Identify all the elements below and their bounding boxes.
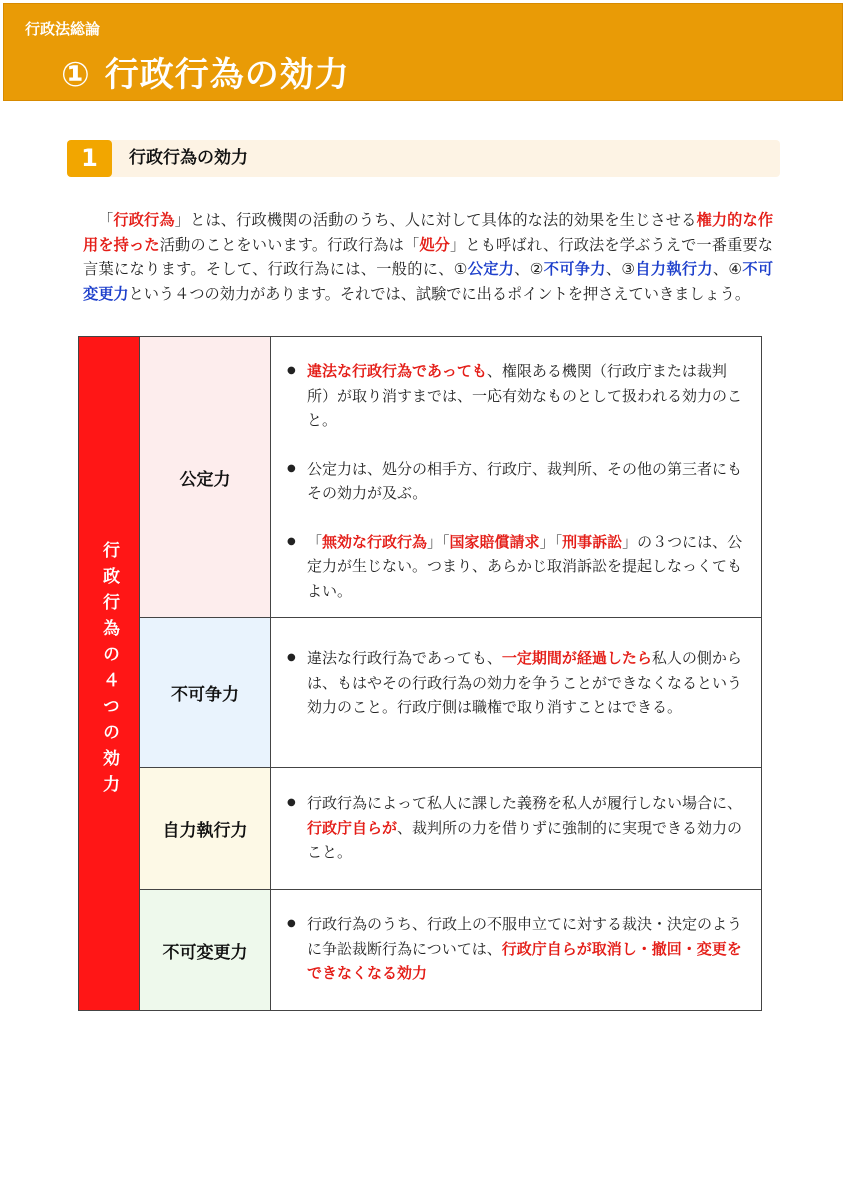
page-header xyxy=(0,0,846,104)
highlight-text: 国家賠償請求 xyxy=(449,532,540,551)
section-number-badge: 1 xyxy=(67,140,112,177)
effect-description xyxy=(271,890,761,1010)
effects-table xyxy=(78,336,762,1011)
chapter-title: 行政行為の効力 xyxy=(104,55,350,95)
effect-term: 不可変更力 xyxy=(140,890,271,1010)
text-run: 「 xyxy=(98,211,114,230)
text-run: 」とも呼ばれ、行政法を学ぶうえで一番重要な言葉になります。そして、行政行為には、一般的に、① xyxy=(83,235,773,279)
table-row xyxy=(140,337,761,618)
page-title xyxy=(61,47,350,96)
text-run: 、権限ある機関（行政庁または裁判所）が取り消すまでは、一応有効なものとして扱われる効力のこと。 xyxy=(307,362,743,429)
highlight-text: 自力執行力 xyxy=(635,260,713,279)
text-run: 、② xyxy=(514,260,544,279)
bullet-item xyxy=(307,646,743,720)
text-run: 」「 xyxy=(539,532,563,551)
text-run: という４つの効力があります。それでは、試験でに出るポイントを押さえていきましょう。 xyxy=(128,284,751,303)
section-heading xyxy=(67,140,780,177)
highlight-text: 行政庁自らが取消し・撤回・変更をできなくなる効力 xyxy=(307,939,742,982)
bullet-item xyxy=(307,912,743,986)
effect-description xyxy=(271,618,761,767)
text-run: 、裁判所の力を借りずに強制的に実現できる効力のこと。 xyxy=(307,818,743,861)
text-run: 、③ xyxy=(605,260,636,279)
highlight-text: 公定力 xyxy=(467,260,515,279)
bullet-item xyxy=(307,359,743,433)
text-run: 、④ xyxy=(712,260,743,279)
text-run: 活動のことをいいます。行政行為は「 xyxy=(159,235,420,254)
text-run: 違法な行政行為であっても、 xyxy=(307,649,502,667)
table-row xyxy=(140,890,761,1010)
table-row xyxy=(140,618,761,768)
section-title: 行政行為の効力 xyxy=(129,148,248,168)
highlight-text: 行政行為 xyxy=(113,211,175,230)
table-side-label: 行政行為の４つの効力 xyxy=(99,541,119,801)
bullet-list xyxy=(307,912,743,986)
text-run: 」の３つには、公定力が生じない。つまり、あらかじ取消訴訟を提起しなっくてもよい。 xyxy=(307,532,743,600)
bullet-list xyxy=(307,791,743,865)
highlight-text: 処分 xyxy=(419,235,451,254)
effect-description xyxy=(271,768,761,889)
bullet-item xyxy=(307,457,743,506)
intro-paragraph xyxy=(83,208,773,306)
highlight-text: 権力的な作用を持った xyxy=(83,211,774,254)
bullet-list xyxy=(307,359,743,603)
text-run: 公定力は、処分の相手方、行政庁、裁判所、その他の第三者にもその効力が及ぶ。 xyxy=(307,459,743,502)
chapter-number: ① xyxy=(61,55,91,95)
bullet-item xyxy=(307,530,743,604)
highlight-text: 行政庁自らが xyxy=(307,818,398,837)
table-row xyxy=(140,768,761,890)
effect-description xyxy=(271,337,761,617)
effect-term: 公定力 xyxy=(140,337,271,617)
text-run: 私人の側からは、もはやその行政行為の効力を争うことができなくなるという効力のこと。行政庁側は職権で取り消すことはできる。 xyxy=(307,649,743,716)
table-side-header xyxy=(79,337,140,1010)
text-run: 行政行為によって私人に課した義務を私人が履行しない場合に、 xyxy=(307,794,743,812)
effect-term: 不可争力 xyxy=(140,618,271,767)
text-run: 「 xyxy=(307,532,323,551)
category-label: 行政法総論 xyxy=(25,20,101,38)
highlight-text: 一定期間が経過したら xyxy=(501,649,652,667)
highlight-text: 無効な行政行為 xyxy=(322,532,428,551)
bullet-item xyxy=(307,791,743,865)
text-run: 」とは、行政機関の活動のうち、人に対して具体的な法的効果を生じさせる xyxy=(174,211,697,230)
bullet-list xyxy=(307,646,743,720)
highlight-text: 不可変更力 xyxy=(83,260,774,303)
effect-term: 自力執行力 xyxy=(140,768,271,889)
highlight-text: 刑事訴訟 xyxy=(562,532,623,551)
highlight-text: 違法な行政行為であっても xyxy=(307,362,487,380)
text-run: 」「 xyxy=(427,532,450,551)
highlight-text: 不可争力 xyxy=(543,260,606,279)
text-run: 行政行為のうち、行政上の不服申立てに対する裁決・決定のように争訟裁断行為については、 xyxy=(307,915,743,958)
